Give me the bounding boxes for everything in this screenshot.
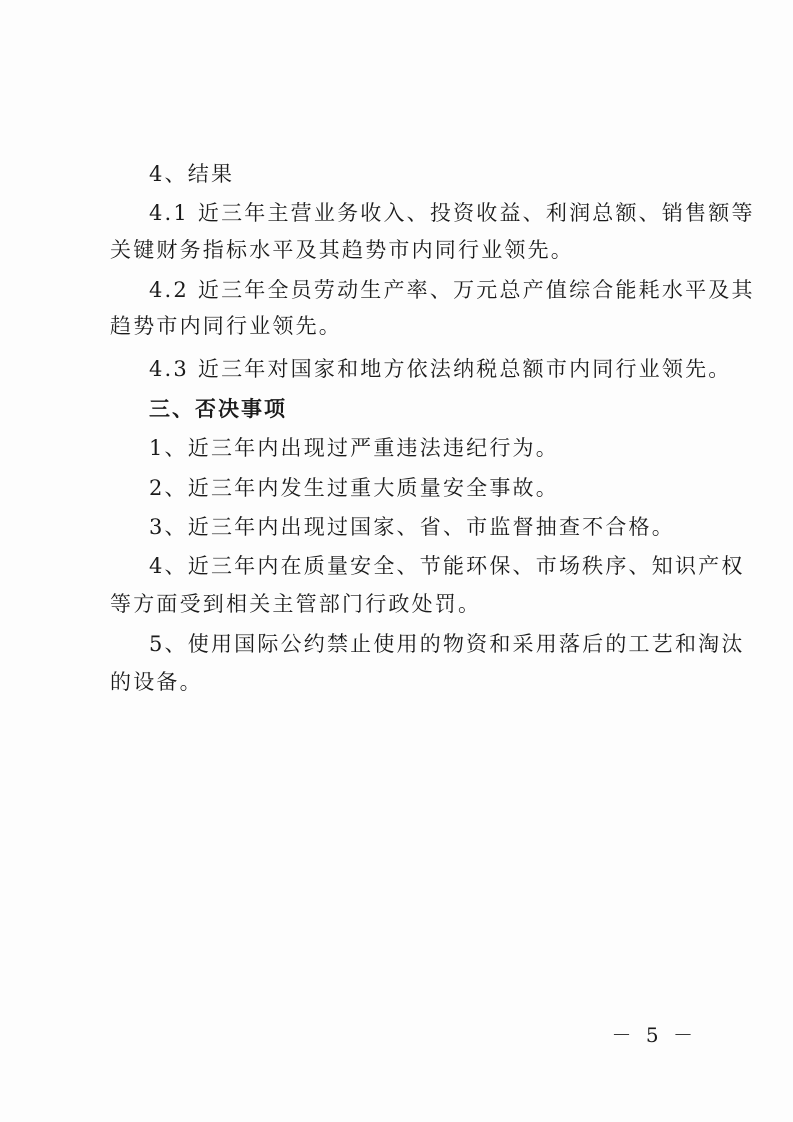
- paragraph-line: 4.2 近三年全员劳动生产率、万元总产值综合能耗水平及其: [149, 278, 755, 302]
- list-item-continuation: 等方面受到相关主管部门行政处罚。: [110, 592, 482, 616]
- section-heading-veto-items: 三、否决事项: [149, 397, 287, 421]
- list-item-continuation: 的设备。: [110, 670, 203, 694]
- page-number: － 5 －: [611, 1023, 697, 1047]
- list-item: 4、近三年内在质量安全、节能环保、市场秩序、知识产权: [149, 554, 745, 578]
- list-item: 3、近三年内出现过国家、省、市监督抽查不合格。: [149, 515, 675, 539]
- paragraph-line: 4.1 近三年主营业务收入、投资收益、利润总额、销售额等: [149, 201, 755, 225]
- paragraph-line: 趋势市内同行业领先。: [110, 314, 342, 338]
- list-item: 2、近三年内发生过重大质量安全事故。: [149, 476, 559, 500]
- list-item: 1、近三年内出现过严重违法违纪行为。: [149, 436, 559, 460]
- section-heading-results: 4、结果: [149, 162, 235, 186]
- paragraph-line: 4.3 近三年对国家和地方依法纳税总额市内同行业领先。: [149, 357, 732, 381]
- list-item: 5、使用国际公约禁止使用的物资和采用落后的工艺和淘汰: [149, 632, 745, 656]
- paragraph-line: 关键财务指标水平及其趋势市内同行业领先。: [110, 238, 574, 262]
